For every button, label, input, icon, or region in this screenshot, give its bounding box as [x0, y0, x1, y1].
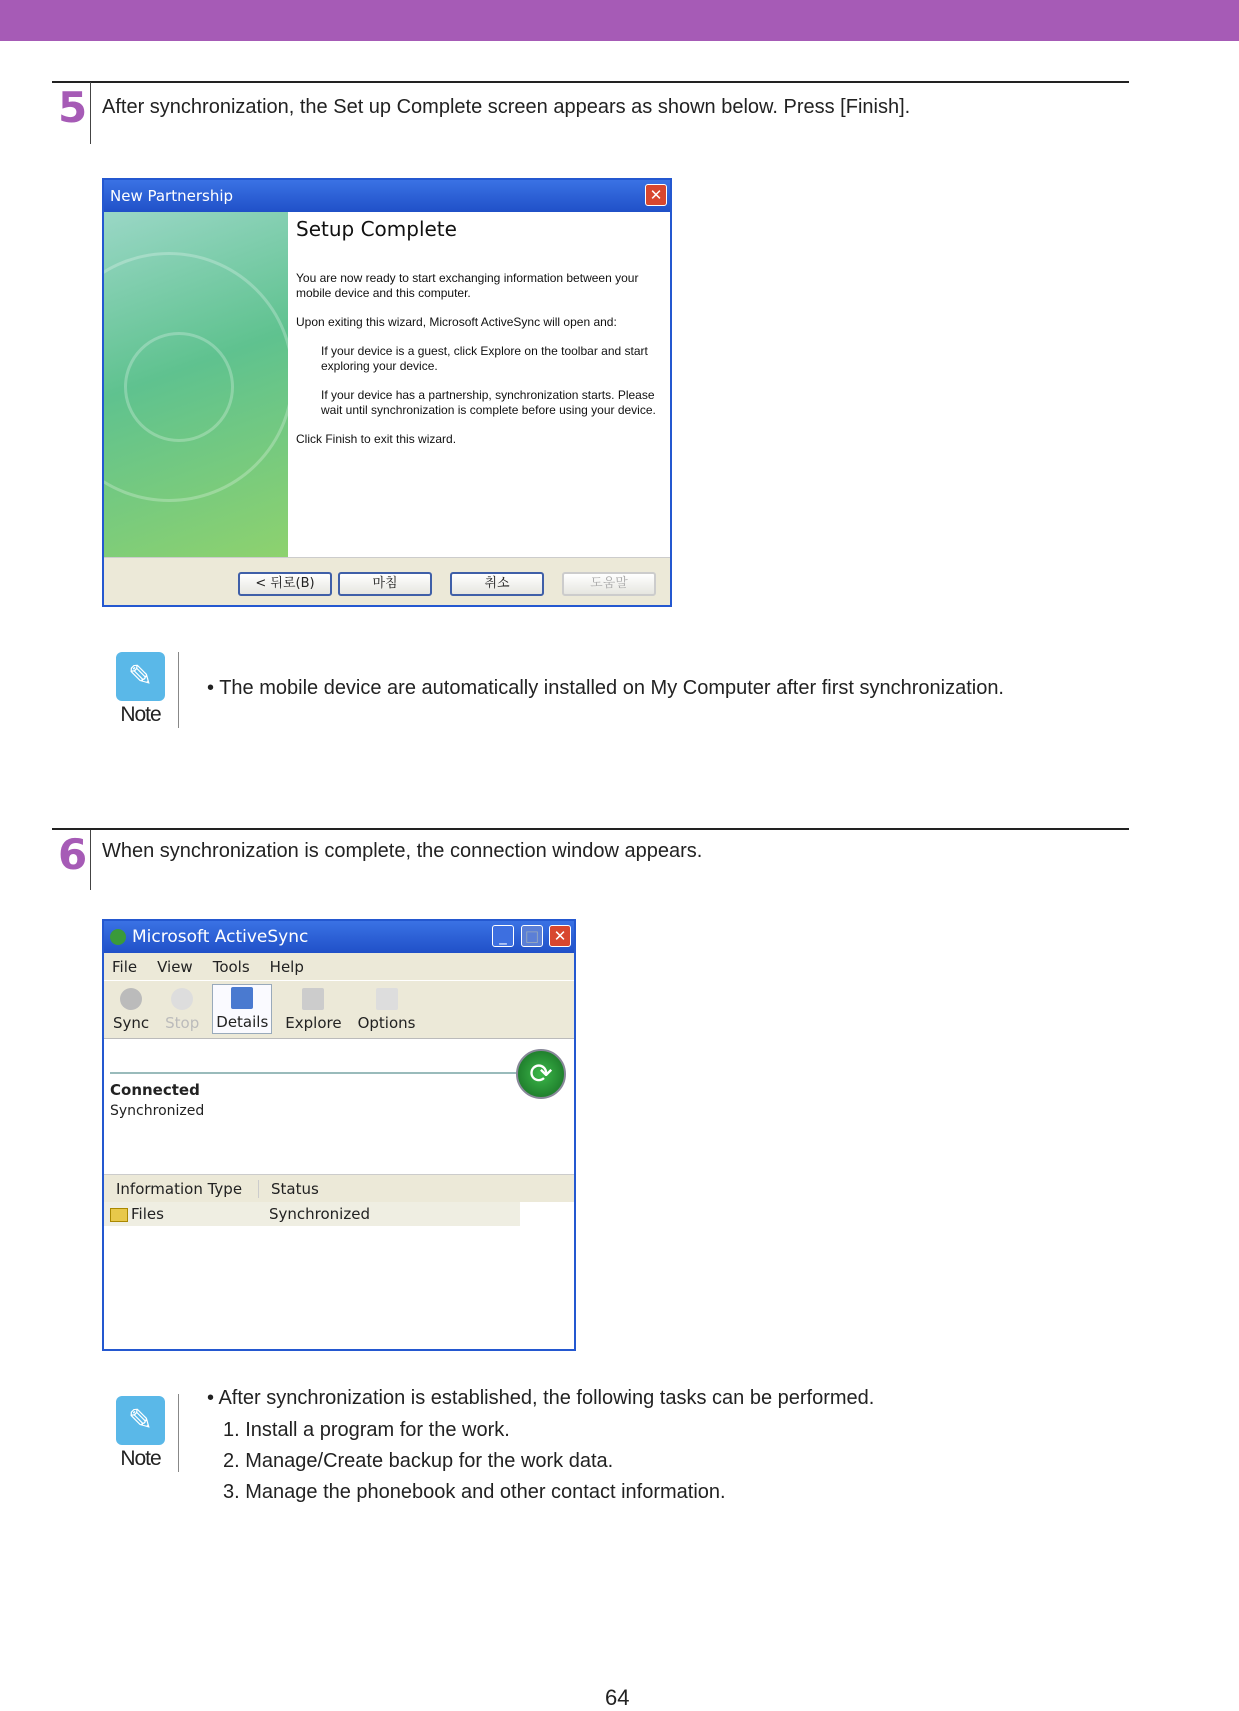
label: Explore: [285, 1014, 342, 1032]
divider: [178, 652, 179, 728]
pencil-icon: ✎: [116, 652, 165, 701]
divider: [110, 1072, 534, 1074]
menu-view[interactable]: View: [157, 957, 193, 976]
sync-icon: [120, 988, 142, 1010]
details-button[interactable]: [212, 984, 272, 1034]
finish-button[interactable]: 마침: [338, 572, 432, 596]
step-text: After synchronization, the Set up Complete screen appears as shown below. Press [Finish].: [102, 96, 911, 118]
note-text: • The mobile device are automatically installed on My Computer after first synchronization.: [207, 677, 1004, 699]
dialog-title: New Partnership: [110, 187, 234, 205]
step-number: 6: [58, 830, 88, 879]
explore-button[interactable]: [282, 986, 344, 1034]
label: Details: [216, 1013, 269, 1031]
menu-help[interactable]: Help: [269, 957, 304, 976]
pencil-icon: ✎: [116, 1396, 165, 1445]
new-partnership-dialog: [102, 178, 672, 607]
sync-status: Synchronized: [110, 1103, 205, 1119]
note-list-item: 1. Install a program for the work.: [223, 1419, 510, 1441]
close-button[interactable]: ✕: [549, 925, 571, 947]
back-button[interactable]: < 뒤로(B): [238, 572, 332, 596]
cancel-button[interactable]: 취소: [450, 572, 544, 596]
activesync-window: [102, 919, 576, 1351]
note-1: [116, 652, 165, 727]
options-icon: [376, 988, 398, 1010]
menu-tools[interactable]: Tools: [212, 957, 250, 976]
step-number: 5: [58, 83, 88, 132]
activesync-logo-icon: [110, 929, 126, 945]
window-title: Microsoft ActiveSync: [132, 927, 309, 947]
sync-status-icon: ⟳: [516, 1049, 566, 1099]
details-icon: [231, 987, 253, 1009]
label: Stop: [165, 1014, 200, 1032]
maximize-button[interactable]: □: [521, 925, 543, 947]
divider: [178, 1394, 179, 1472]
stop-button[interactable]: [162, 986, 202, 1034]
step-text: When synchronization is complete, the connection window appears.: [102, 840, 703, 862]
paragraph: Upon exiting this wizard, Microsoft ActiveSync will open and:: [296, 315, 617, 329]
label: Sync: [113, 1014, 150, 1032]
button-bar: [104, 557, 670, 605]
list-header: [104, 1174, 574, 1202]
divider: [90, 82, 91, 144]
page-number: 64: [605, 1685, 630, 1710]
setup-heading: Setup Complete: [296, 217, 457, 241]
row-status: Synchronized: [269, 1205, 370, 1223]
title-bar: [104, 180, 670, 212]
paragraph: Click Finish to exit this wizard.: [296, 432, 457, 446]
connection-status: Connected: [110, 1081, 200, 1099]
help-button[interactable]: 도움말: [562, 572, 656, 596]
explore-icon: [302, 988, 324, 1010]
label: Options: [357, 1014, 416, 1032]
paragraph: If your device has a partnership, synchronization starts. Please wait until synchronization is complete before using your device.: [321, 388, 656, 417]
status-panel: [104, 1039, 574, 1174]
paragraph: If your device is a guest, click Explore on the toolbar and start exploring your device.: [321, 344, 648, 373]
divider: [52, 828, 1129, 830]
paragraph: You are now ready to start exchanging information between your mobile device and this computer.: [296, 271, 639, 300]
column-header-status[interactable]: Status: [271, 1179, 319, 1198]
note-list-item: 2. Manage/Create backup for the work data.: [223, 1450, 614, 1472]
row-type: [104, 1205, 269, 1223]
close-button[interactable]: ✕: [645, 184, 667, 206]
note-2: [116, 1396, 165, 1471]
divider: [90, 830, 91, 890]
header-bar: [0, 0, 1239, 41]
menu-file[interactable]: File: [112, 957, 138, 976]
column-header-type[interactable]: Information Type: [104, 1180, 259, 1198]
sync-button[interactable]: [110, 986, 152, 1034]
options-button[interactable]: [355, 986, 419, 1034]
wizard-banner-image: [104, 212, 288, 558]
note-text: • After synchronization is established, the following tasks can be performed.: [207, 1387, 875, 1409]
folder-sync-icon: [110, 1208, 128, 1222]
list-row[interactable]: [104, 1202, 520, 1226]
note-label: Note: [120, 1447, 161, 1470]
note-list-item: 3. Manage the phonebook and other contact information.: [223, 1481, 726, 1503]
menu-bar: [104, 953, 574, 981]
stop-icon: [171, 988, 193, 1010]
label: Files: [131, 1205, 164, 1223]
divider: [52, 81, 1129, 83]
title-bar: [104, 921, 574, 953]
note-label: Note: [120, 703, 161, 726]
minimize-button[interactable]: _: [492, 925, 514, 947]
toolbar: [104, 981, 574, 1039]
